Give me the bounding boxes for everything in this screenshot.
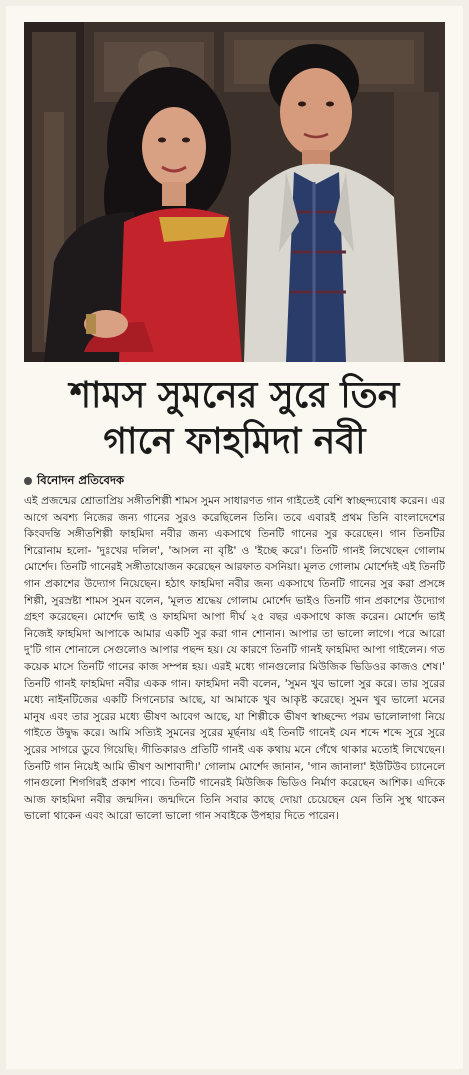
article-photo [24, 22, 445, 362]
bullet-icon [24, 477, 32, 485]
byline-text: বিনোদন প্রতিবেদক [37, 472, 125, 487]
headline [24, 372, 445, 464]
photo-illustration [24, 22, 445, 362]
newspaper-clipping [6, 6, 463, 1069]
headline-line-1: শামস সুমনের সুরে তিন [69, 374, 400, 416]
headline-line-2: গানে ফাহমিদা নবী [103, 420, 366, 462]
byline [24, 472, 124, 490]
article-body: এই প্রজন্মের শ্রোতাপ্রিয় সঙ্গীতশিল্পী শামস সুমন সাধারণত গান গাইতেই বেশি স্বাচ্ছন্দ্যবোধ করেন। এর আগে অবশ্য নিজের জন্য গানের সুরও করেছিলেন তিনি। তবে এবারই প্রথম তিনি বাংলাদেশের কিংবদন্তি সঙ্গীতশিল্পী ফাহমিদা নবীর জন্য একসাথে তিনটি গানের সুর করেছেন। গান তিনটির শিরোনাম হলো- 'দুঃখের দলিল', 'আসল না বৃষ্টি' ও 'ইচ্ছে করে'। তিনটি গানই লিখেছেন গোলাম মোর্শেদ। তিনটি গানেরই সঙ্গীতায়োজন করেছেন আরফাত বসনিয়া। মূলত গোলাম মোর্শেদই এই তিনটি গান প্রকাশের উদ্যোগ নিয়েছেন। হঠাৎ ফাহমিদা নবীর জন্য একসাথে তিনটি গানের সুর করা প্রসঙ্গে শিল্পী, সুরস্রষ্টা শামস সুমন বলেন, 'মূলত শ্রদ্ধেয় গোলাম মোর্শেদ ভাইও তিনটি গান প্রকাশের উদ্যোগ গ্রহণ করেছেন। মোর্শেদ ভাই ও ফাহমিদা আপা দীর্ঘ ২৫ বছর একসাথে কাজ করেন। মোর্শেদ ভাই নিজেই ফাহমিদা আপাকে আমার একটি সুর করা গান শোনান। আপার তা ভালো লাগে। পরে আরো দু'টি গান শোনালে সেগুলোও আপার পছন্দ হয়। যে কারণে তিনটি গানই ফাহমিদা আপা গাইলেন। গত কয়েক মাসে তিনটি গানের কাজ সম্পন্ন হয়। এরই মধ্যে গানগুলোর মিউজিক ভিডিওর কাজও শেষ।' তিনটি গানই ফাহমিদা নবীর একক গান। ফাহমিদা নবী বলেন, 'সুমন খুব ভালো সুর করে। তার সুরের মধ্যে নাইনটিজের একটি সিগনেচার আছে, যা আমাকে খুব আকৃষ্ট করেছে। সুমন খুব ভালো মনের মানুষ এবং তার সুরের মধ্যে ভীষণ আবেগ আছে, যা শিল্পীকে ভীষণ স্বাচ্ছন্দ্যে পরম ভালোলাগা নিয়ে গাইতে উদ্বুদ্ধ করে। আমি সত্যিই সুমনের সুরের মূর্ছনায় এই তিনটি গানেই যেন শব্দে শব্দে সুরে সুরে সুরের সাগরে ডুবে গিয়েছি। গীতিকারও প্রতিটি গানই এক কথায় মনে গেঁথে থাকার মতোই লিখেছেন। তিনটি গান নিয়েই আমি ভীষণ আশাবাদী।' গোলাম মোর্শেদ জানান, 'গান জানালা' ইউটিউব চ্যানেলে গানগুলো শিগগিরই প্রকাশ পাবে। তিনটি গানেরই মিউজিক ভিডিও নির্মাণ করেছেন আশিক। এদিকে আজ ফাহমিদা নবীর জন্মদিন। জন্মদিনে তিনি সবার কাছে দোয়া চেয়েছেন যেন তিনি সুস্থ থাকেন ভালো থাকেন এবং আরো ভালো ভালো গান সবাইকে উপহার দিতে পারেন। [24, 495, 445, 823]
